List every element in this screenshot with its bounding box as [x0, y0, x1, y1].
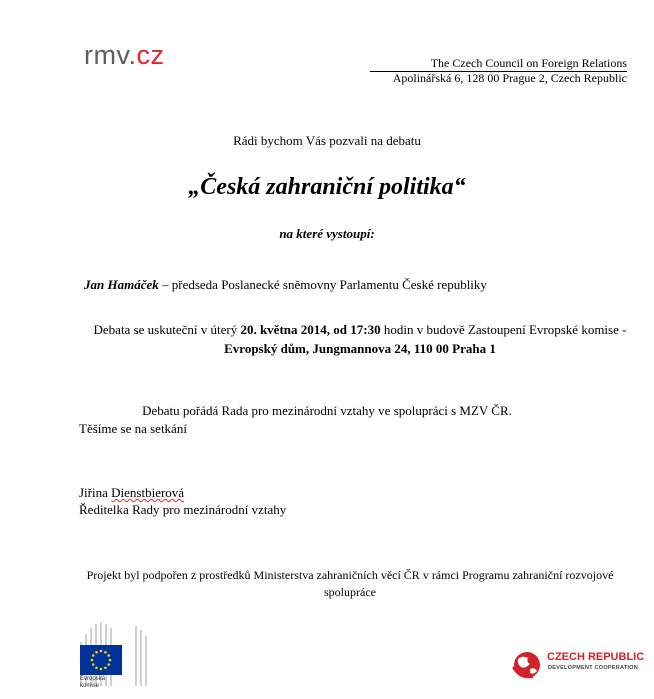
header-rule — [370, 71, 627, 72]
european-commission-logo — [60, 618, 170, 690]
closing-line: Těšíme se na setkání — [79, 421, 187, 436]
venue-text-1: Debata se uskuteční v úterý — [93, 322, 241, 337]
eu-star — [91, 659, 94, 662]
speaker-line — [84, 277, 487, 293]
eu-star — [92, 663, 95, 666]
org-name: The Czech Council on Foreign Relations — [430, 56, 627, 70]
invitation-intro: Rádi bychom Vás pozvali na debatu — [233, 133, 421, 148]
eu-star — [100, 668, 103, 671]
eu-flag — [80, 645, 122, 675]
venue-text-2: hodin v budově Zastoupení Evropské komise - — [380, 322, 627, 337]
cz-logo-name: CZECH REPUBLIC — [547, 651, 645, 663]
signature-title: Ředitelka Rady pro mezinárodní vztahy — [79, 502, 287, 517]
eu-star — [107, 654, 110, 657]
eu-star — [104, 666, 107, 669]
eu-star — [92, 654, 95, 657]
organizer-line: Debatu pořádá Rada pro mezinárodní vztahy ve spolupráci s MZV ČR. — [142, 403, 512, 418]
eu-star — [109, 659, 112, 662]
eu-star — [104, 651, 107, 654]
eu-star — [100, 650, 103, 653]
event-datetime: 20. května 2014, od 17:30 — [240, 322, 381, 337]
event-place: Evropský dům, Jungmannova 24, 110 00 Praha 1 — [224, 341, 496, 356]
signature-name — [79, 485, 184, 501]
eu-label — [80, 676, 105, 690]
funding-note: Projekt byl podpořen z prostředků Ministerstva zahraničních věcí ČR v rámci Programu zahraniční rozvojové spolupráce — [86, 568, 614, 599]
org-address: Apolinářská 6, 128 00 Prague 2, Czech Republic — [392, 71, 627, 85]
speaker-role: – předseda Poslanecké sněmovny Parlamentu České republiky — [158, 277, 487, 292]
eu-label-line-1: Evropská — [80, 676, 106, 682]
eu-star — [95, 666, 98, 669]
rmv-logo — [84, 42, 164, 69]
signature-first-name: Jiřina — [79, 485, 112, 500]
cz-logo-subtitle: DEVELOPMENT COOPERATION — [548, 665, 638, 671]
debate-title: „Česká zahraniční politika“ — [188, 174, 466, 200]
eu-star — [107, 663, 110, 666]
eu-star — [95, 651, 98, 654]
venue-paragraph — [90, 320, 630, 358]
logo-text-cz: cz — [136, 40, 165, 70]
signature-surname: Dienstbierová — [111, 485, 185, 500]
speaker-name: Jan Hamáček — [84, 277, 159, 292]
logo-text-rmv: rmv. — [84, 40, 137, 70]
eu-label-line-2: komise — [80, 683, 100, 689]
speakers-intro: na které vystoupí: — [279, 226, 375, 241]
